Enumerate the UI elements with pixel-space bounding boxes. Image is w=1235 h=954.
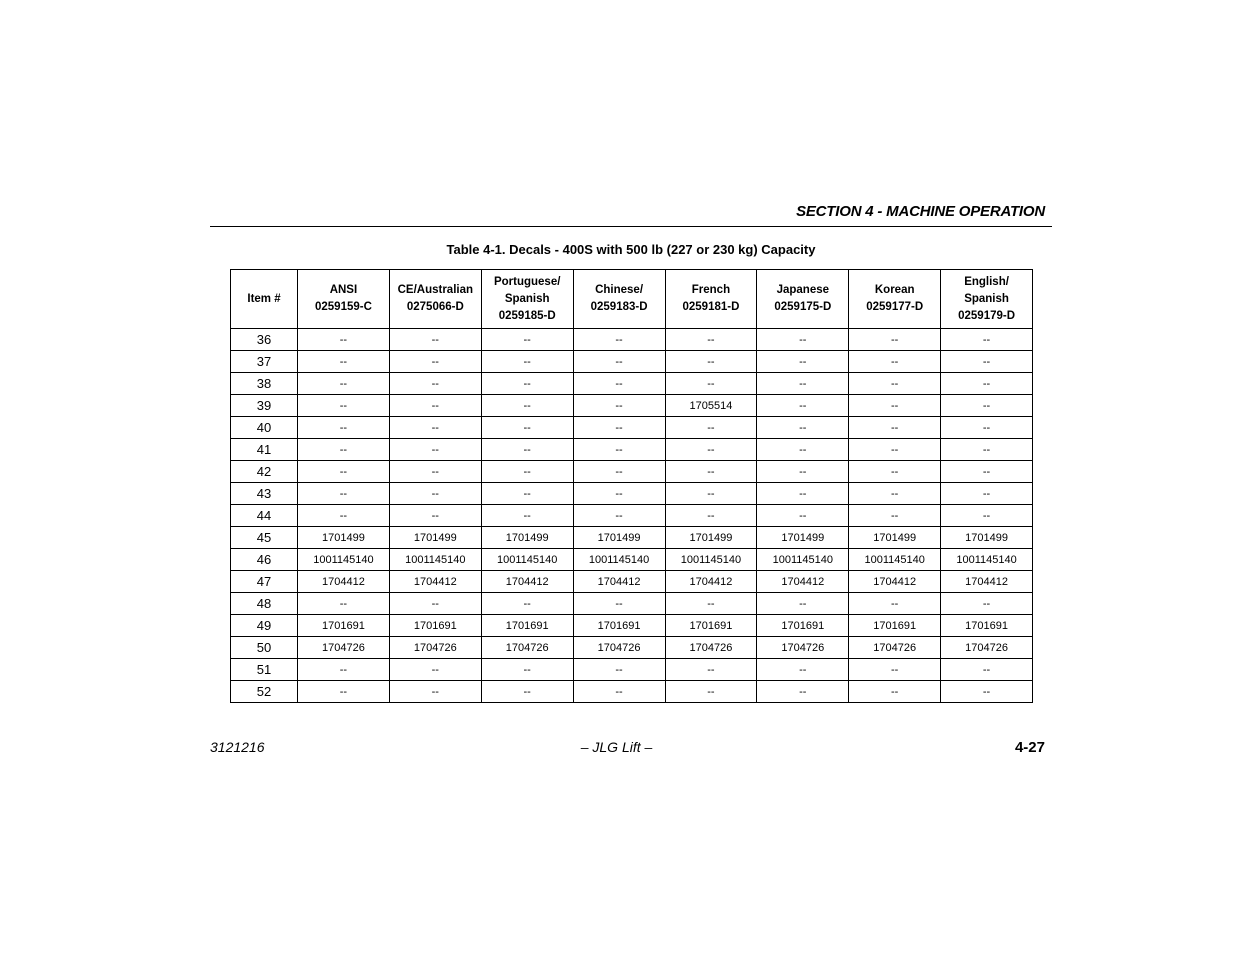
part-number-cell: 1704412 bbox=[481, 571, 573, 593]
part-number-cell: 1704726 bbox=[757, 637, 849, 659]
part-number-cell: -- bbox=[941, 483, 1033, 505]
part-number-cell: 1001145140 bbox=[389, 549, 481, 571]
part-number-cell: -- bbox=[298, 329, 390, 351]
part-number-cell: 1001145140 bbox=[481, 549, 573, 571]
part-number-cell: 1001145140 bbox=[665, 549, 757, 571]
part-number-cell: 1704412 bbox=[573, 571, 665, 593]
part-number-cell: 1704412 bbox=[665, 571, 757, 593]
part-number-cell: -- bbox=[941, 395, 1033, 417]
part-number-cell: -- bbox=[757, 329, 849, 351]
part-number-cell: -- bbox=[481, 329, 573, 351]
part-number-cell: 1701499 bbox=[849, 527, 941, 549]
part-number-cell: -- bbox=[665, 659, 757, 681]
item-number-cell: 49 bbox=[231, 615, 298, 637]
part-number-cell: -- bbox=[941, 417, 1033, 439]
part-number-cell: 1701499 bbox=[573, 527, 665, 549]
part-number-cell: -- bbox=[573, 395, 665, 417]
page-number: 4-27 bbox=[1014, 739, 1045, 756]
part-number-cell: -- bbox=[941, 439, 1033, 461]
part-number-cell: 1704412 bbox=[941, 571, 1033, 593]
part-number-cell: 1704726 bbox=[665, 637, 757, 659]
part-number-cell: 1704726 bbox=[481, 637, 573, 659]
part-number-cell: -- bbox=[481, 373, 573, 395]
part-number-cell: -- bbox=[757, 439, 849, 461]
part-number-cell: 1701691 bbox=[298, 615, 390, 637]
part-number-cell: -- bbox=[389, 681, 481, 703]
part-number-cell: -- bbox=[573, 417, 665, 439]
part-number-cell: -- bbox=[481, 351, 573, 373]
item-number-cell: 51 bbox=[231, 659, 298, 681]
item-number-cell: 45 bbox=[231, 527, 298, 549]
footer-brand: – JLG Lift – bbox=[580, 739, 653, 755]
part-number-cell: -- bbox=[849, 417, 941, 439]
table-caption: Table 4-1. Decals - 400S with 500 lb (227 or 230 kg) Capacity bbox=[446, 242, 816, 257]
table-row bbox=[231, 395, 1033, 417]
item-number-cell: 40 bbox=[231, 417, 298, 439]
part-number-cell: -- bbox=[941, 681, 1033, 703]
part-number-cell: -- bbox=[757, 373, 849, 395]
part-number-cell: -- bbox=[665, 351, 757, 373]
part-number-cell: -- bbox=[849, 439, 941, 461]
table-row bbox=[231, 637, 1033, 659]
part-number-cell: -- bbox=[941, 659, 1033, 681]
part-number-cell: -- bbox=[481, 483, 573, 505]
part-number-cell: -- bbox=[757, 659, 849, 681]
item-number-cell: 36 bbox=[231, 329, 298, 351]
part-number-cell: -- bbox=[849, 329, 941, 351]
header-rule bbox=[210, 226, 1052, 227]
table-row bbox=[231, 527, 1033, 549]
part-number-cell: 1701691 bbox=[849, 615, 941, 637]
item-number-cell: 42 bbox=[231, 461, 298, 483]
part-number-cell: 1001145140 bbox=[573, 549, 665, 571]
part-number-cell: -- bbox=[481, 505, 573, 527]
part-number-cell: -- bbox=[849, 373, 941, 395]
part-number-cell: -- bbox=[298, 417, 390, 439]
decals-table bbox=[230, 269, 1033, 703]
table-row bbox=[231, 615, 1033, 637]
part-number-cell: 1701691 bbox=[757, 615, 849, 637]
part-number-cell: -- bbox=[941, 329, 1033, 351]
part-number-cell: -- bbox=[481, 461, 573, 483]
part-number-cell: -- bbox=[389, 373, 481, 395]
part-number-cell: -- bbox=[665, 483, 757, 505]
table-row bbox=[231, 549, 1033, 571]
item-number-cell: 44 bbox=[231, 505, 298, 527]
part-number-cell: -- bbox=[849, 351, 941, 373]
column-header: Japanese 0259175-D bbox=[757, 270, 849, 329]
part-number-cell: -- bbox=[849, 659, 941, 681]
part-number-cell: -- bbox=[941, 373, 1033, 395]
part-number-cell: -- bbox=[665, 593, 757, 615]
column-header: English/ Spanish 0259179-D bbox=[941, 270, 1033, 329]
part-number-cell: -- bbox=[573, 439, 665, 461]
part-number-cell: -- bbox=[757, 483, 849, 505]
part-number-cell: -- bbox=[849, 593, 941, 615]
part-number-cell: 1701691 bbox=[941, 615, 1033, 637]
table-row bbox=[231, 351, 1033, 373]
part-number-cell: -- bbox=[481, 659, 573, 681]
table-row bbox=[231, 373, 1033, 395]
table-row bbox=[231, 593, 1033, 615]
part-number-cell: 1001145140 bbox=[941, 549, 1033, 571]
part-number-cell: -- bbox=[389, 461, 481, 483]
part-number-cell: -- bbox=[849, 461, 941, 483]
item-number-cell: 48 bbox=[231, 593, 298, 615]
table-row bbox=[231, 483, 1033, 505]
column-header: Item # bbox=[231, 270, 298, 329]
part-number-cell: -- bbox=[941, 461, 1033, 483]
part-number-cell: -- bbox=[389, 505, 481, 527]
part-number-cell: 1704412 bbox=[849, 571, 941, 593]
part-number-cell: -- bbox=[757, 593, 849, 615]
part-number-cell: -- bbox=[298, 659, 390, 681]
part-number-cell: 1704726 bbox=[298, 637, 390, 659]
table-header-row bbox=[231, 270, 1033, 329]
part-number-cell: 1701691 bbox=[389, 615, 481, 637]
part-number-cell: 1704412 bbox=[757, 571, 849, 593]
part-number-cell: -- bbox=[298, 373, 390, 395]
part-number-cell: -- bbox=[298, 505, 390, 527]
item-number-cell: 41 bbox=[231, 439, 298, 461]
part-number-cell: 1704726 bbox=[389, 637, 481, 659]
item-number-cell: 37 bbox=[231, 351, 298, 373]
part-number-cell: -- bbox=[757, 505, 849, 527]
part-number-cell: 1001145140 bbox=[757, 549, 849, 571]
column-header: Portuguese/ Spanish 0259185-D bbox=[481, 270, 573, 329]
part-number-cell: -- bbox=[481, 417, 573, 439]
part-number-cell: -- bbox=[298, 593, 390, 615]
part-number-cell: -- bbox=[573, 505, 665, 527]
item-number-cell: 50 bbox=[231, 637, 298, 659]
part-number-cell: 1704412 bbox=[298, 571, 390, 593]
table-row bbox=[231, 681, 1033, 703]
part-number-cell: -- bbox=[389, 659, 481, 681]
table-row bbox=[231, 659, 1033, 681]
part-number-cell: -- bbox=[941, 351, 1033, 373]
part-number-cell: -- bbox=[481, 439, 573, 461]
table-row bbox=[231, 461, 1033, 483]
item-number-cell: 52 bbox=[231, 681, 298, 703]
part-number-cell: -- bbox=[573, 373, 665, 395]
column-header: CE/Australian 0275066-D bbox=[389, 270, 481, 329]
part-number-cell: -- bbox=[573, 483, 665, 505]
part-number-cell: -- bbox=[481, 593, 573, 615]
part-number-cell: -- bbox=[389, 329, 481, 351]
part-number-cell: 1704726 bbox=[941, 637, 1033, 659]
column-header: Chinese/ 0259183-D bbox=[573, 270, 665, 329]
part-number-cell: -- bbox=[757, 461, 849, 483]
part-number-cell: -- bbox=[573, 461, 665, 483]
part-number-cell: -- bbox=[849, 681, 941, 703]
part-number-cell: -- bbox=[665, 439, 757, 461]
part-number-cell: -- bbox=[389, 417, 481, 439]
part-number-cell: -- bbox=[665, 461, 757, 483]
part-number-cell: -- bbox=[665, 681, 757, 703]
part-number-cell: -- bbox=[298, 461, 390, 483]
table-row bbox=[231, 329, 1033, 351]
table-row bbox=[231, 571, 1033, 593]
part-number-cell: 1001145140 bbox=[298, 549, 390, 571]
doc-number: 3121216 bbox=[210, 739, 265, 755]
table-row bbox=[231, 439, 1033, 461]
part-number-cell: -- bbox=[757, 417, 849, 439]
part-number-cell: -- bbox=[573, 681, 665, 703]
part-number-cell: -- bbox=[849, 505, 941, 527]
column-header: French 0259181-D bbox=[665, 270, 757, 329]
section-title: SECTION 4 - MACHINE OPERATION bbox=[796, 203, 1045, 220]
part-number-cell: 1701499 bbox=[298, 527, 390, 549]
item-number-cell: 43 bbox=[231, 483, 298, 505]
part-number-cell: -- bbox=[849, 483, 941, 505]
part-number-cell: -- bbox=[298, 395, 390, 417]
part-number-cell: 1704726 bbox=[849, 637, 941, 659]
part-number-cell: -- bbox=[573, 351, 665, 373]
part-number-cell: -- bbox=[941, 593, 1033, 615]
part-number-cell: 1705514 bbox=[665, 395, 757, 417]
column-header: Korean 0259177-D bbox=[849, 270, 941, 329]
part-number-cell: -- bbox=[757, 351, 849, 373]
item-number-cell: 47 bbox=[231, 571, 298, 593]
part-number-cell: -- bbox=[389, 439, 481, 461]
part-number-cell: -- bbox=[298, 483, 390, 505]
table-body bbox=[231, 329, 1033, 703]
part-number-cell: -- bbox=[298, 439, 390, 461]
part-number-cell: 1701691 bbox=[665, 615, 757, 637]
part-number-cell: -- bbox=[757, 395, 849, 417]
part-number-cell: 1701691 bbox=[481, 615, 573, 637]
part-number-cell: 1701499 bbox=[757, 527, 849, 549]
part-number-cell: 1704412 bbox=[389, 571, 481, 593]
part-number-cell: -- bbox=[481, 395, 573, 417]
part-number-cell: -- bbox=[298, 351, 390, 373]
part-number-cell: -- bbox=[941, 505, 1033, 527]
part-number-cell: -- bbox=[573, 659, 665, 681]
part-number-cell: 1001145140 bbox=[849, 549, 941, 571]
part-number-cell: 1701499 bbox=[389, 527, 481, 549]
part-number-cell: 1701691 bbox=[573, 615, 665, 637]
part-number-cell: -- bbox=[665, 505, 757, 527]
part-number-cell: 1701499 bbox=[481, 527, 573, 549]
part-number-cell: -- bbox=[665, 329, 757, 351]
table-row bbox=[231, 505, 1033, 527]
part-number-cell: -- bbox=[665, 373, 757, 395]
part-number-cell: -- bbox=[573, 329, 665, 351]
part-number-cell: -- bbox=[389, 395, 481, 417]
part-number-cell: 1704726 bbox=[573, 637, 665, 659]
item-number-cell: 39 bbox=[231, 395, 298, 417]
part-number-cell: -- bbox=[849, 395, 941, 417]
part-number-cell: -- bbox=[389, 351, 481, 373]
column-header: ANSI 0259159-C bbox=[298, 270, 390, 329]
table-row bbox=[231, 417, 1033, 439]
part-number-cell: -- bbox=[389, 483, 481, 505]
part-number-cell: -- bbox=[757, 681, 849, 703]
part-number-cell: -- bbox=[573, 593, 665, 615]
item-number-cell: 46 bbox=[231, 549, 298, 571]
part-number-cell: -- bbox=[665, 417, 757, 439]
part-number-cell: -- bbox=[389, 593, 481, 615]
part-number-cell: 1701499 bbox=[665, 527, 757, 549]
part-number-cell: -- bbox=[298, 681, 390, 703]
part-number-cell: 1701499 bbox=[941, 527, 1033, 549]
part-number-cell: -- bbox=[481, 681, 573, 703]
item-number-cell: 38 bbox=[231, 373, 298, 395]
